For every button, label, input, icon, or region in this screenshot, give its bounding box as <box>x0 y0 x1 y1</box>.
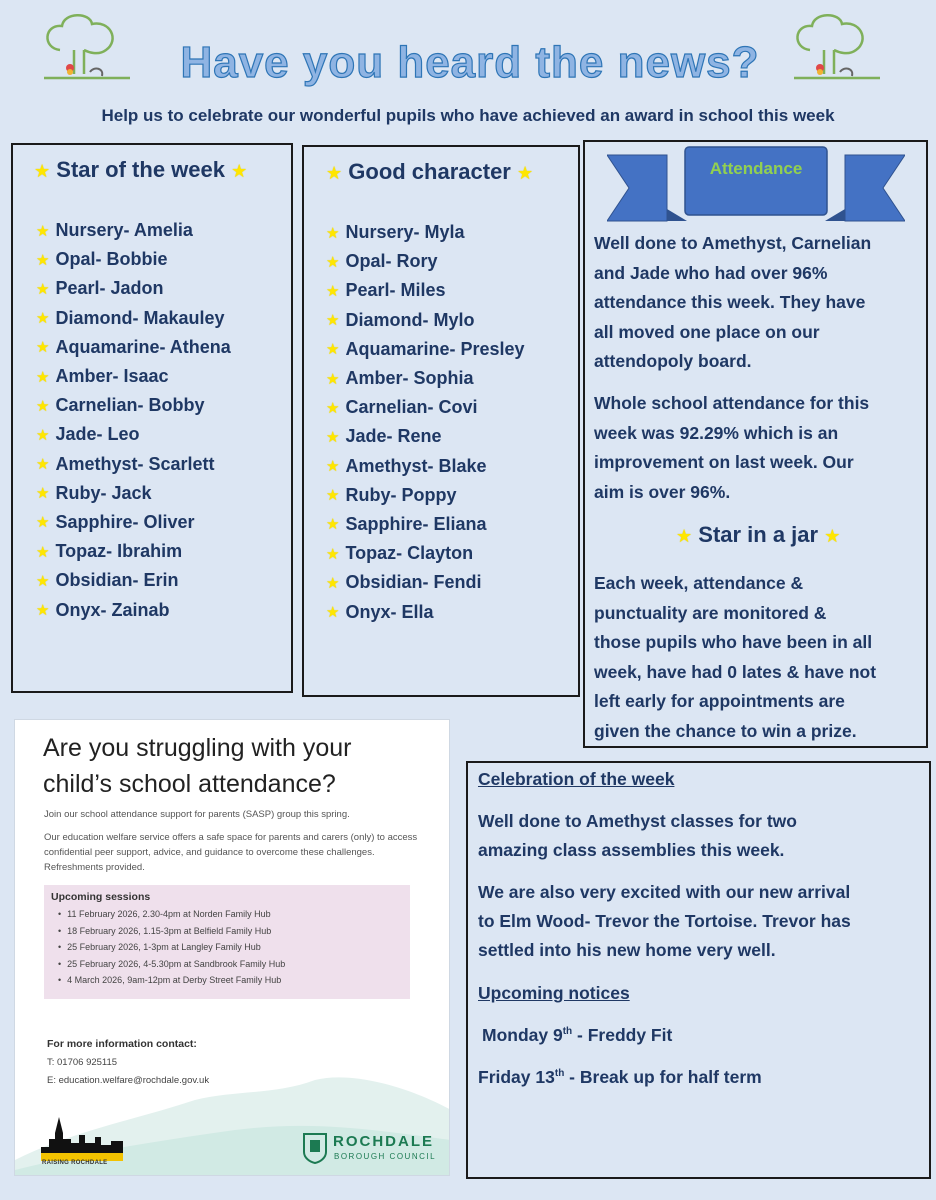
list-item: ★ Ruby- Poppy <box>326 484 457 505</box>
star-icon: ★ <box>326 312 340 330</box>
star-icon: ★ <box>326 428 340 446</box>
star-of-week-heading: ★ Star of the week ★ <box>34 157 248 182</box>
celebration-para-2: We are also very excited with our new arrival to Elm Wood- Trevor the Tortoise. Trevor has settled into his new home very well. <box>478 882 851 960</box>
star-icon: ★ <box>36 397 50 415</box>
list-item: ★ Carnelian- Covi <box>326 397 478 418</box>
star-icon: ★ <box>326 370 340 388</box>
list-item: ★ Amber- Isaac <box>36 366 169 387</box>
list-item: ★ Opal- Bobbie <box>36 249 168 270</box>
list-item: ★ Sapphire- Oliver <box>36 511 195 532</box>
list-item: ★ Obsidian- Fendi <box>326 572 482 593</box>
list-item: ★ Diamond- Mylo <box>326 309 475 330</box>
sessions-list <box>58 909 285 992</box>
list-item: ★ Sapphire- Eliana <box>326 513 487 534</box>
list-item: ★ Carnelian- Bobby <box>36 395 205 416</box>
sessions-heading: Upcoming sessions <box>51 891 151 903</box>
contact-phone: T: 01706 925115 <box>47 1057 118 1068</box>
star-icon: ★ <box>326 253 340 271</box>
list-item: ★ Onyx- Zainab <box>36 599 170 620</box>
list-item: ★ Nursery- Myla <box>326 222 465 243</box>
contact-email[interactable]: E: education.welfare@rochdale.gov.uk <box>47 1075 210 1086</box>
star-icon: ★ <box>326 604 340 622</box>
attendance-para-1: Well done to Amethyst, Carnelian and Jade who had over 96% attendance this week. They have all moved one place on our attendopoly board. <box>594 233 872 371</box>
list-item: ★ Amethyst- Blake <box>326 455 487 476</box>
list-item: • 4 March 2026, 9am-12pm at Derby Street Family Hub <box>58 975 285 992</box>
star-icon: ★ <box>824 526 841 546</box>
star-icon: ★ <box>326 545 340 563</box>
list-item: ★ Opal- Rory <box>326 251 438 272</box>
attendance-para-2: Whole school attendance for this week was 92.29% which is an improvement on last week. Our aim is over 96%. <box>594 393 870 502</box>
tree-icon <box>790 10 885 85</box>
council-name: ROCHDALE <box>333 1133 434 1150</box>
star-icon: ★ <box>231 161 248 181</box>
star-icon: ★ <box>517 163 534 183</box>
list-item: ★ Amethyst- Scarlett <box>36 453 215 474</box>
list-item: • 11 February 2026, 2.30-4pm at Norden Family Hub <box>58 909 285 926</box>
list-item: ★ Aquamarine- Presley <box>326 338 525 359</box>
attendance-banner-label: Attendance <box>709 159 803 178</box>
star-icon: ★ <box>36 485 50 503</box>
good-character-list <box>326 218 525 627</box>
flyer-intro: Join our school attendance support for parents (SASP) group this spring. <box>44 809 350 820</box>
star-icon: ★ <box>326 224 340 242</box>
star-icon: ★ <box>36 368 50 386</box>
star-icon: ★ <box>36 514 50 532</box>
star-icon: ★ <box>36 310 50 328</box>
notices-heading: Upcoming notices <box>478 983 630 1003</box>
list-item: ★ Ruby- Jack <box>36 482 152 503</box>
skyline-logo-icon <box>41 1113 123 1161</box>
page-title: Have you heard the news? <box>180 38 760 87</box>
star-icon: ★ <box>326 341 340 359</box>
star-icon: ★ <box>36 602 50 620</box>
list-item: • 25 February 2026, 1-3pm at Langley Family Hub <box>58 942 285 959</box>
star-icon: ★ <box>326 458 340 476</box>
attendance-banner <box>607 145 905 227</box>
star-icon: ★ <box>676 526 693 546</box>
list-item: ★ Diamond- Makauley <box>36 307 225 328</box>
star-icon: ★ <box>36 339 50 357</box>
list-item: • 18 February 2026, 1.15-3pm at Belfield Family Hub <box>58 926 285 943</box>
star-icon: ★ <box>36 572 50 590</box>
list-item: ★ Pearl- Jadon <box>36 278 164 299</box>
star-in-jar-para: Each week, attendance & punctuality are monitored & those pupils who have been in all week, have had 0 lates & have not left early for appointments are given the chance to win a prize. <box>594 573 877 741</box>
star-of-week-list <box>36 216 231 625</box>
flyer-body: Our education welfare service offers a safe space for parents and carers (only) to access confidential peer support, advice, and guidance to overcome these challenges. Refreshments provided. <box>44 832 418 873</box>
council-subtitle: BOROUGH COUNCIL <box>334 1152 437 1161</box>
star-icon: ★ <box>36 543 50 561</box>
notice-item: Friday 13th - Break up for half term <box>478 1067 762 1087</box>
tree-icon <box>40 10 135 85</box>
notice-item: Monday 9th - Freddy Fit <box>482 1025 673 1045</box>
celebration-para-1: Well done to Amethyst classes for two amazing class assemblies this week. <box>478 811 797 860</box>
raising-rochdale-logo: RAISING ROCHDALE <box>42 1160 108 1166</box>
celebration-heading: Celebration of the week <box>478 769 675 789</box>
star-icon: ★ <box>34 161 51 181</box>
flyer-title: Are you struggling with your child’s school attendance? <box>43 734 352 798</box>
star-icon: ★ <box>326 282 340 300</box>
star-icon: ★ <box>36 426 50 444</box>
star-icon: ★ <box>36 222 50 240</box>
list-item: • 25 February 2026, 4-5.30pm at Sandbrook Family Hub <box>58 959 285 976</box>
list-item: ★ Aquamarine- Athena <box>36 336 231 357</box>
page-subtitle: Help us to celebrate our wonderful pupils who have achieved an award in school this week <box>101 106 835 125</box>
contact-heading: For more information contact: <box>47 1038 197 1050</box>
star-icon: ★ <box>36 456 50 474</box>
list-item: ★ Obsidian- Erin <box>36 570 179 591</box>
list-item: ★ Pearl- Miles <box>326 280 446 301</box>
star-in-jar-heading: ★ Star in a jar ★ <box>676 522 841 547</box>
list-item: ★ Jade- Leo <box>36 424 140 445</box>
good-character-heading: ★ Good character ★ <box>326 159 534 184</box>
list-item: ★ Topaz- Ibrahim <box>36 541 183 562</box>
list-item: ★ Nursery- Amelia <box>36 220 193 241</box>
star-icon: ★ <box>326 574 340 592</box>
star-icon: ★ <box>326 516 340 534</box>
attendance-support-flyer <box>14 719 450 1176</box>
council-crest-icon <box>302 1132 328 1164</box>
star-icon: ★ <box>326 163 343 183</box>
list-item: ★ Onyx- Ella <box>326 601 434 622</box>
star-icon: ★ <box>36 280 50 298</box>
star-icon: ★ <box>326 487 340 505</box>
list-item: ★ Amber- Sophia <box>326 368 474 389</box>
sessions-box <box>44 885 410 999</box>
list-item: ★ Jade- Rene <box>326 426 442 447</box>
star-icon: ★ <box>326 399 340 417</box>
list-item: ★ Topaz- Clayton <box>326 543 474 564</box>
star-icon: ★ <box>36 251 50 269</box>
